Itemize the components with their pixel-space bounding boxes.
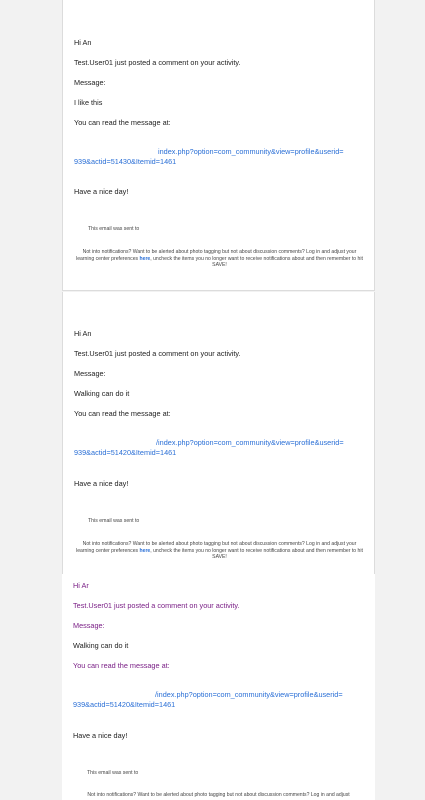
email-greeting: Hi An	[74, 329, 92, 338]
message-link-line1: /index.php?option=com_community&view=profile&userid=	[155, 690, 343, 699]
message-link[interactable]	[74, 438, 344, 457]
email-greeting: Hi An	[74, 38, 92, 47]
message-link-line1: index.php?option=com_community&view=profile&userid=	[158, 147, 344, 156]
email-posted-line: Test.User01 just posted a comment on your activity.	[73, 601, 240, 610]
footer-here-link[interactable]: here	[139, 547, 151, 554]
sent-to-text: This email was sent to	[88, 518, 140, 524]
email-card-2	[62, 292, 375, 574]
email-card-3	[62, 574, 375, 800]
message-label: Message:	[73, 621, 105, 630]
message-label: Message:	[74, 78, 106, 87]
read-prompt: You can read the message at:	[73, 661, 170, 670]
footer-text: Not into notifications? Want to be alerted about photo tagging but not about discussion comments? Log in and adjust your learning center preferences	[76, 249, 357, 262]
message-link-line2: 939&actid=51420&Itemid=1461	[74, 447, 177, 457]
footer-text: Not into notifications? Want to be alerted about photo tagging but not about discussion comments? Log in and adjust your learning center preferences	[76, 541, 357, 554]
message-text: Walking can do it	[73, 641, 129, 650]
message-link-line2: 939&actid=51420&Itemid=1461	[73, 699, 176, 709]
read-prompt: You can read the message at:	[74, 409, 171, 418]
signoff: Have a nice day!	[74, 187, 129, 196]
sent-to-text: This email was sent to	[87, 770, 139, 776]
email-posted-line: Test.User01 just posted a comment on your activity.	[74, 58, 241, 67]
email-greeting: Hi Ar	[73, 581, 89, 590]
email-footer	[72, 792, 365, 799]
email-card-1	[62, 0, 375, 291]
footer-text-end: , uncheck the items you no longer want to receive notifications about and then remember to hit SAVE!	[150, 547, 363, 561]
sent-to-text: This email was sent to	[88, 226, 140, 232]
signoff: Have a nice day!	[74, 479, 129, 488]
message-text: Walking can do it	[74, 389, 130, 398]
footer-here-link[interactable]: here	[139, 255, 151, 262]
message-label: Message:	[74, 369, 106, 378]
email-footer	[73, 541, 366, 561]
email-posted-line: Test.User01 just posted a comment on your activity.	[74, 349, 241, 358]
email-footer	[73, 249, 366, 269]
footer-text-end: , uncheck the items you no longer want to receive notifications about and then remember to hit SAVE!	[150, 255, 363, 269]
signoff: Have a nice day!	[73, 731, 128, 740]
message-link[interactable]	[74, 147, 344, 166]
read-prompt: You can read the message at:	[74, 118, 171, 127]
message-link-line1: /index.php?option=com_community&view=profile&userid=	[156, 438, 344, 447]
message-text: I like this	[74, 98, 103, 107]
message-link-line2: 939&actid=51430&Itemid=1461	[74, 156, 177, 166]
footer-text: Not into notifications? Want to be alerted about photo tagging but not about discussion comments? Log in and adjust	[87, 792, 350, 798]
message-link[interactable]	[73, 690, 343, 709]
